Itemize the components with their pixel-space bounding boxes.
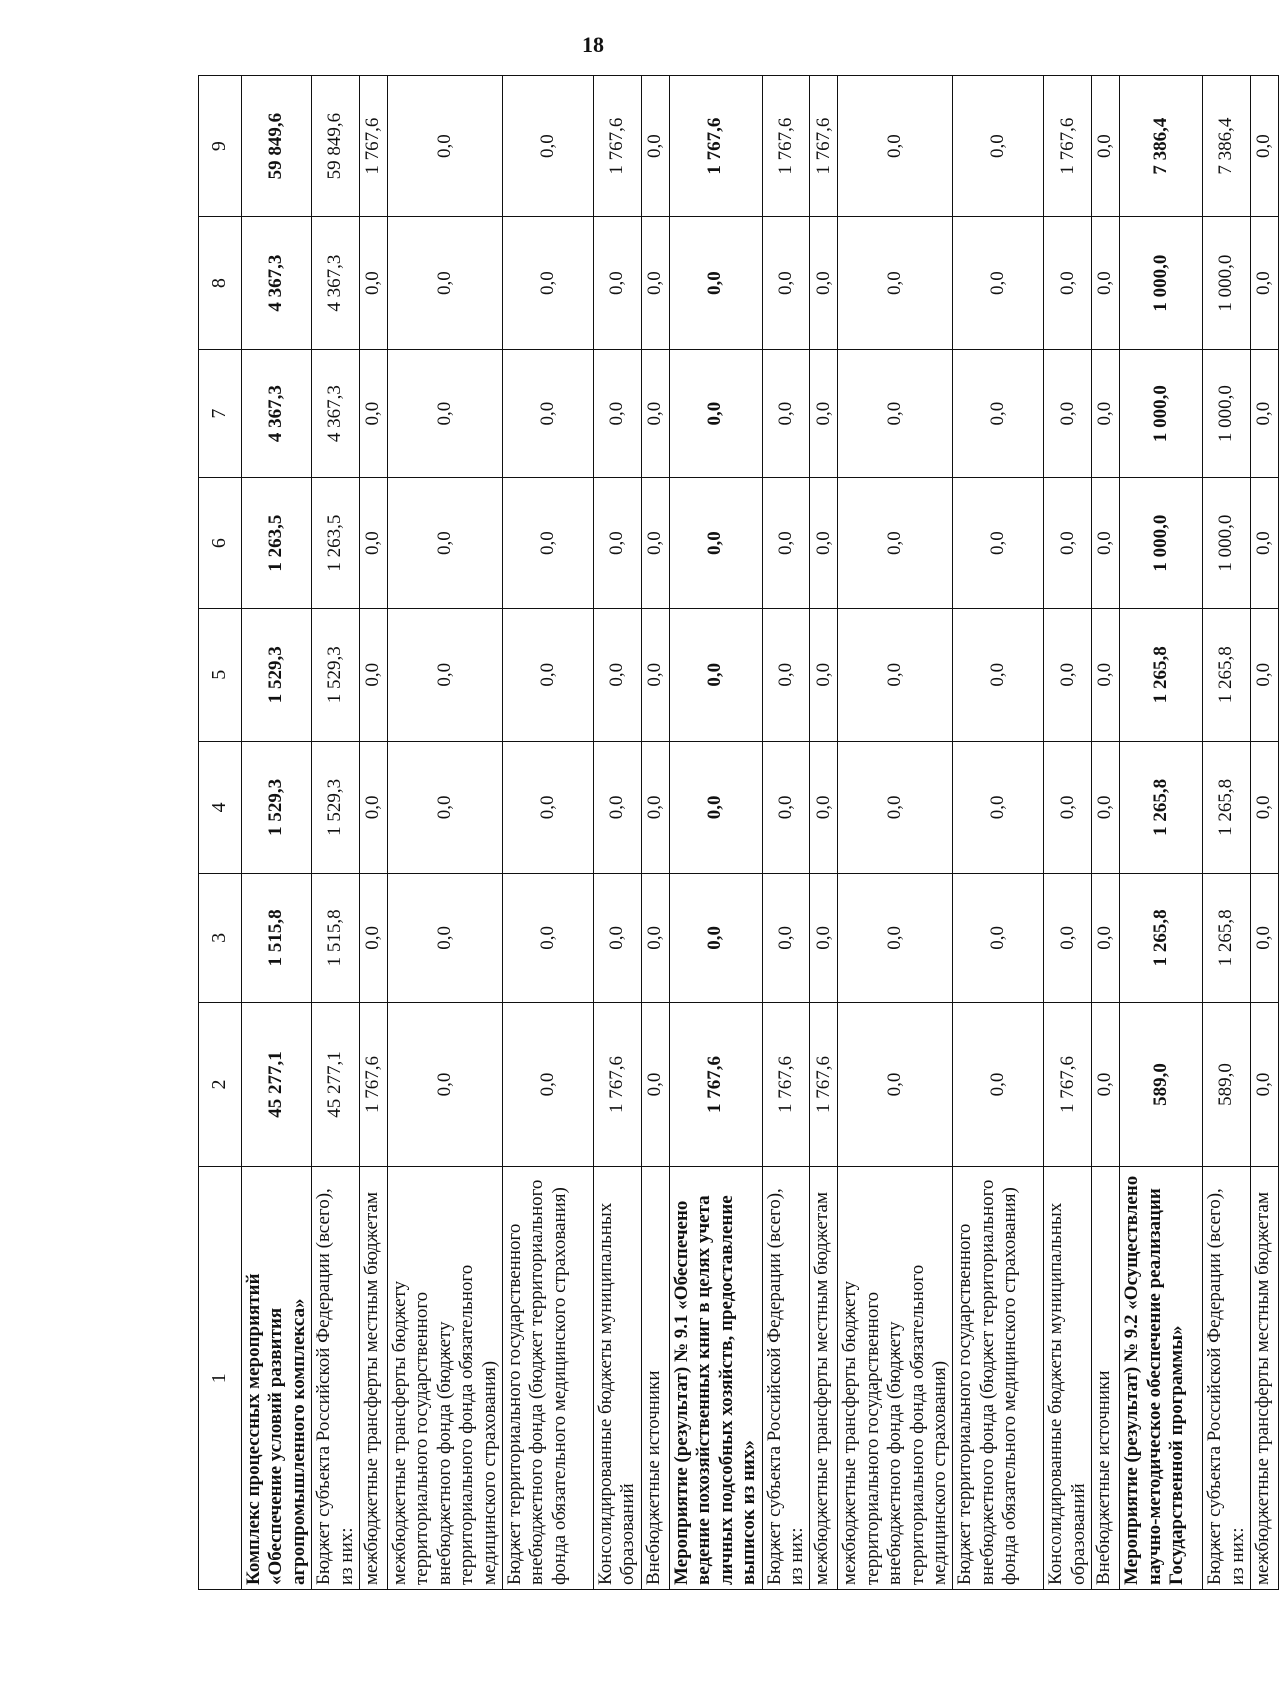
row-label: межбюджетные трансферты местным бюджетам <box>360 1167 388 1590</box>
value-cell: 589,0 <box>1120 1002 1203 1167</box>
value-cell: 0,0 <box>388 608 503 741</box>
value-cell: 0,0 <box>953 478 1044 609</box>
value-cell: 0,0 <box>838 1002 953 1167</box>
value-cell: 0,0 <box>594 478 642 609</box>
table-row <box>1044 76 1092 1590</box>
value-cell: 0,0 <box>503 608 594 741</box>
value-cell: 1 000,0 <box>1120 478 1203 609</box>
column-header-3: 3 <box>199 874 242 1002</box>
value-cell: 0,0 <box>669 478 762 609</box>
value-cell: 0,0 <box>594 741 642 874</box>
table-row <box>242 76 312 1590</box>
value-cell: 1 265,8 <box>1120 874 1203 1002</box>
value-cell: 1 263,5 <box>242 478 312 609</box>
value-cell: 0,0 <box>641 349 669 477</box>
row-label: Внебюджетные источники <box>1092 1167 1120 1590</box>
value-cell: 0,0 <box>1250 874 1278 1002</box>
value-cell: 0,0 <box>388 1002 503 1167</box>
row-label: Внебюджетные источники <box>641 1167 669 1590</box>
row-label: межбюджетные трансферты местным бюджетам <box>1250 1167 1278 1590</box>
table-row <box>953 76 1044 1590</box>
value-cell: 45 277,1 <box>242 1002 312 1167</box>
value-cell: 0,0 <box>838 874 953 1002</box>
value-cell: 0,0 <box>503 1002 594 1167</box>
value-cell: 0,0 <box>1250 478 1278 609</box>
value-cell: 0,0 <box>1044 217 1092 350</box>
value-cell: 0,0 <box>669 217 762 350</box>
row-label: Бюджет субъекта Российской Федерации (всего), из них: <box>762 1167 810 1590</box>
value-cell: 0,0 <box>838 741 953 874</box>
value-cell: 0,0 <box>1250 217 1278 350</box>
value-cell: 1 767,6 <box>1044 76 1092 217</box>
value-cell: 1 529,3 <box>312 608 360 741</box>
row-label: межбюджетные трансферты местным бюджетам <box>810 1167 838 1590</box>
value-cell: 1 767,6 <box>594 76 642 217</box>
value-cell: 0,0 <box>641 874 669 1002</box>
value-cell: 0,0 <box>1092 1002 1120 1167</box>
row-label: межбюджетные трансферты бюджету территориального государственного внебюджетного фонда (бюджету территориального фонда обязательного медицинского страхования) <box>838 1167 953 1590</box>
value-cell: 4 367,3 <box>312 217 360 350</box>
value-cell: 0,0 <box>953 1002 1044 1167</box>
column-header-9: 9 <box>199 76 242 217</box>
value-cell: 0,0 <box>762 741 810 874</box>
value-cell: 0,0 <box>1092 874 1120 1002</box>
table-row <box>669 76 762 1590</box>
value-cell: 0,0 <box>838 217 953 350</box>
value-cell: 0,0 <box>1250 76 1278 217</box>
value-cell: 0,0 <box>953 217 1044 350</box>
row-label: Комплекс процессных мероприятий «Обеспечение условий развития агропромышленного комплекса» <box>242 1167 312 1590</box>
value-cell: 0,0 <box>388 874 503 1002</box>
value-cell: 1 767,6 <box>669 1002 762 1167</box>
value-cell: 0,0 <box>762 608 810 741</box>
value-cell: 0,0 <box>360 874 388 1002</box>
value-cell: 0,0 <box>641 217 669 350</box>
table-row <box>1120 76 1203 1590</box>
column-header-4: 4 <box>199 741 242 874</box>
value-cell: 1 265,8 <box>1120 608 1203 741</box>
value-cell: 0,0 <box>360 478 388 609</box>
value-cell: 0,0 <box>503 741 594 874</box>
value-cell: 0,0 <box>1250 349 1278 477</box>
value-cell: 1 767,6 <box>669 76 762 217</box>
value-cell: 0,0 <box>669 741 762 874</box>
rotated-table-container <box>198 75 1275 1590</box>
value-cell: 0,0 <box>641 76 669 217</box>
column-header-5: 5 <box>199 608 242 741</box>
value-cell: 1 263,5 <box>312 478 360 609</box>
value-cell: 0,0 <box>838 608 953 741</box>
row-label: Консолидированные бюджеты муниципальных образований <box>1044 1167 1092 1590</box>
value-cell: 4 367,3 <box>242 217 312 350</box>
value-cell: 0,0 <box>360 349 388 477</box>
value-cell: 0,0 <box>1092 741 1120 874</box>
value-cell: 1 767,6 <box>1044 1002 1092 1167</box>
value-cell: 1 000,0 <box>1120 217 1203 350</box>
value-cell: 0,0 <box>810 608 838 741</box>
value-cell: 0,0 <box>953 608 1044 741</box>
value-cell: 0,0 <box>810 874 838 1002</box>
value-cell: 0,0 <box>669 349 762 477</box>
value-cell: 0,0 <box>953 349 1044 477</box>
value-cell: 1 767,6 <box>762 76 810 217</box>
column-header-1: 1 <box>199 1167 242 1590</box>
value-cell: 0,0 <box>762 349 810 477</box>
value-cell: 0,0 <box>762 874 810 1002</box>
value-cell: 59 849,6 <box>312 76 360 217</box>
row-label: Консолидированные бюджеты муниципальных образований <box>594 1167 642 1590</box>
column-header-6: 6 <box>199 478 242 609</box>
row-label: Бюджет субъекта Российской Федерации (всего), из них: <box>312 1167 360 1590</box>
table-row <box>312 76 360 1590</box>
row-label: Бюджет территориального государственного внебюджетного фонда (бюджет территориального фонда обязательного медицинского страхования) <box>503 1167 594 1590</box>
value-cell: 0,0 <box>1044 349 1092 477</box>
value-cell: 0,0 <box>641 478 669 609</box>
value-cell: 0,0 <box>953 76 1044 217</box>
value-cell: 0,0 <box>669 608 762 741</box>
value-cell: 0,0 <box>594 608 642 741</box>
table-row <box>810 76 838 1590</box>
page-number: 18 <box>582 32 604 57</box>
value-cell: 0,0 <box>838 76 953 217</box>
table-row <box>1203 76 1251 1590</box>
value-cell: 1 767,6 <box>360 76 388 217</box>
value-cell: 0,0 <box>503 76 594 217</box>
table-row <box>762 76 810 1590</box>
value-cell: 1 529,3 <box>312 741 360 874</box>
table-row <box>594 76 642 1590</box>
value-cell: 0,0 <box>388 76 503 217</box>
table-body <box>242 76 1279 1590</box>
value-cell: 0,0 <box>503 349 594 477</box>
value-cell: 1 000,0 <box>1203 349 1251 477</box>
value-cell: 0,0 <box>388 217 503 350</box>
value-cell: 1 767,6 <box>810 76 838 217</box>
table-row <box>1092 76 1120 1590</box>
value-cell: 0,0 <box>641 608 669 741</box>
table-row <box>838 76 953 1590</box>
column-header-7: 7 <box>199 349 242 477</box>
value-cell: 0,0 <box>838 349 953 477</box>
value-cell: 1 000,0 <box>1203 217 1251 350</box>
value-cell: 0,0 <box>1044 478 1092 609</box>
value-cell: 0,0 <box>953 874 1044 1002</box>
value-cell: 45 277,1 <box>312 1002 360 1167</box>
value-cell: 0,0 <box>503 478 594 609</box>
value-cell: 589,0 <box>1203 1002 1251 1167</box>
value-cell: 0,0 <box>503 874 594 1002</box>
table-row <box>641 76 669 1590</box>
value-cell: 1 767,6 <box>360 1002 388 1167</box>
table-row <box>388 76 503 1590</box>
value-cell: 1 265,8 <box>1203 874 1251 1002</box>
value-cell: 1 767,6 <box>594 1002 642 1167</box>
value-cell: 0,0 <box>810 741 838 874</box>
value-cell: 1 515,8 <box>312 874 360 1002</box>
value-cell: 0,0 <box>1092 349 1120 477</box>
value-cell: 0,0 <box>1044 608 1092 741</box>
value-cell: 0,0 <box>503 217 594 350</box>
value-cell: 1 000,0 <box>1203 478 1251 609</box>
value-cell: 0,0 <box>360 741 388 874</box>
value-cell: 4 367,3 <box>312 349 360 477</box>
value-cell: 0,0 <box>1250 608 1278 741</box>
value-cell: 0,0 <box>1092 478 1120 609</box>
row-label: Бюджет субъекта Российской Федерации (всего), из них: <box>1203 1167 1251 1590</box>
value-cell: 0,0 <box>388 349 503 477</box>
value-cell: 1 767,6 <box>762 1002 810 1167</box>
row-label: Мероприятие (результат) № 9.2 «Осуществлено научно-методическое обеспечение реализации Государственной программы» <box>1120 1167 1203 1590</box>
value-cell: 0,0 <box>1044 874 1092 1002</box>
value-cell: 0,0 <box>762 478 810 609</box>
column-header-2: 2 <box>199 1002 242 1167</box>
value-cell: 0,0 <box>810 349 838 477</box>
value-cell: 0,0 <box>360 608 388 741</box>
value-cell: 0,0 <box>594 349 642 477</box>
column-header-8: 8 <box>199 217 242 350</box>
value-cell: 0,0 <box>641 741 669 874</box>
value-cell: 0,0 <box>1250 741 1278 874</box>
value-cell: 1 265,8 <box>1120 741 1203 874</box>
table-row <box>360 76 388 1590</box>
value-cell: 7 386,4 <box>1203 76 1251 217</box>
table-row <box>503 76 594 1590</box>
value-cell: 1 767,6 <box>810 1002 838 1167</box>
header-row <box>199 76 242 1590</box>
row-label: Бюджет территориального государственного внебюджетного фонда (бюджет территориального фонда обязательного медицинского страхования) <box>953 1167 1044 1590</box>
value-cell: 0,0 <box>1092 76 1120 217</box>
value-cell: 0,0 <box>388 741 503 874</box>
value-cell: 0,0 <box>669 874 762 1002</box>
value-cell: 0,0 <box>1044 741 1092 874</box>
value-cell: 7 386,4 <box>1120 76 1203 217</box>
value-cell: 1 515,8 <box>242 874 312 1002</box>
value-cell: 59 849,6 <box>242 76 312 217</box>
value-cell: 0,0 <box>1092 217 1120 350</box>
value-cell: 0,0 <box>810 217 838 350</box>
value-cell: 0,0 <box>810 478 838 609</box>
row-label: межбюджетные трансферты бюджету территориального государственного внебюджетного фонда (бюджету территориального фонда обязательного медицинского страхования) <box>388 1167 503 1590</box>
value-cell: 0,0 <box>388 478 503 609</box>
budget-table <box>198 75 1279 1590</box>
value-cell: 0,0 <box>641 1002 669 1167</box>
value-cell: 0,0 <box>1092 608 1120 741</box>
value-cell: 4 367,3 <box>242 349 312 477</box>
row-label: Мероприятие (результат) № 9.1 «Обеспечено ведение похозяйственных книг в целях учета личных подсобных хозяйств, предоставление выписок из них» <box>669 1167 762 1590</box>
value-cell: 0,0 <box>838 478 953 609</box>
value-cell: 1 529,3 <box>242 608 312 741</box>
value-cell: 0,0 <box>953 741 1044 874</box>
value-cell: 0,0 <box>594 874 642 1002</box>
value-cell: 1 000,0 <box>1120 349 1203 477</box>
value-cell: 0,0 <box>1250 1002 1278 1167</box>
value-cell: 0,0 <box>762 217 810 350</box>
value-cell: 0,0 <box>360 217 388 350</box>
value-cell: 1 529,3 <box>242 741 312 874</box>
value-cell: 1 265,8 <box>1203 608 1251 741</box>
value-cell: 1 265,8 <box>1203 741 1251 874</box>
value-cell: 0,0 <box>594 217 642 350</box>
table-row <box>1250 76 1278 1590</box>
